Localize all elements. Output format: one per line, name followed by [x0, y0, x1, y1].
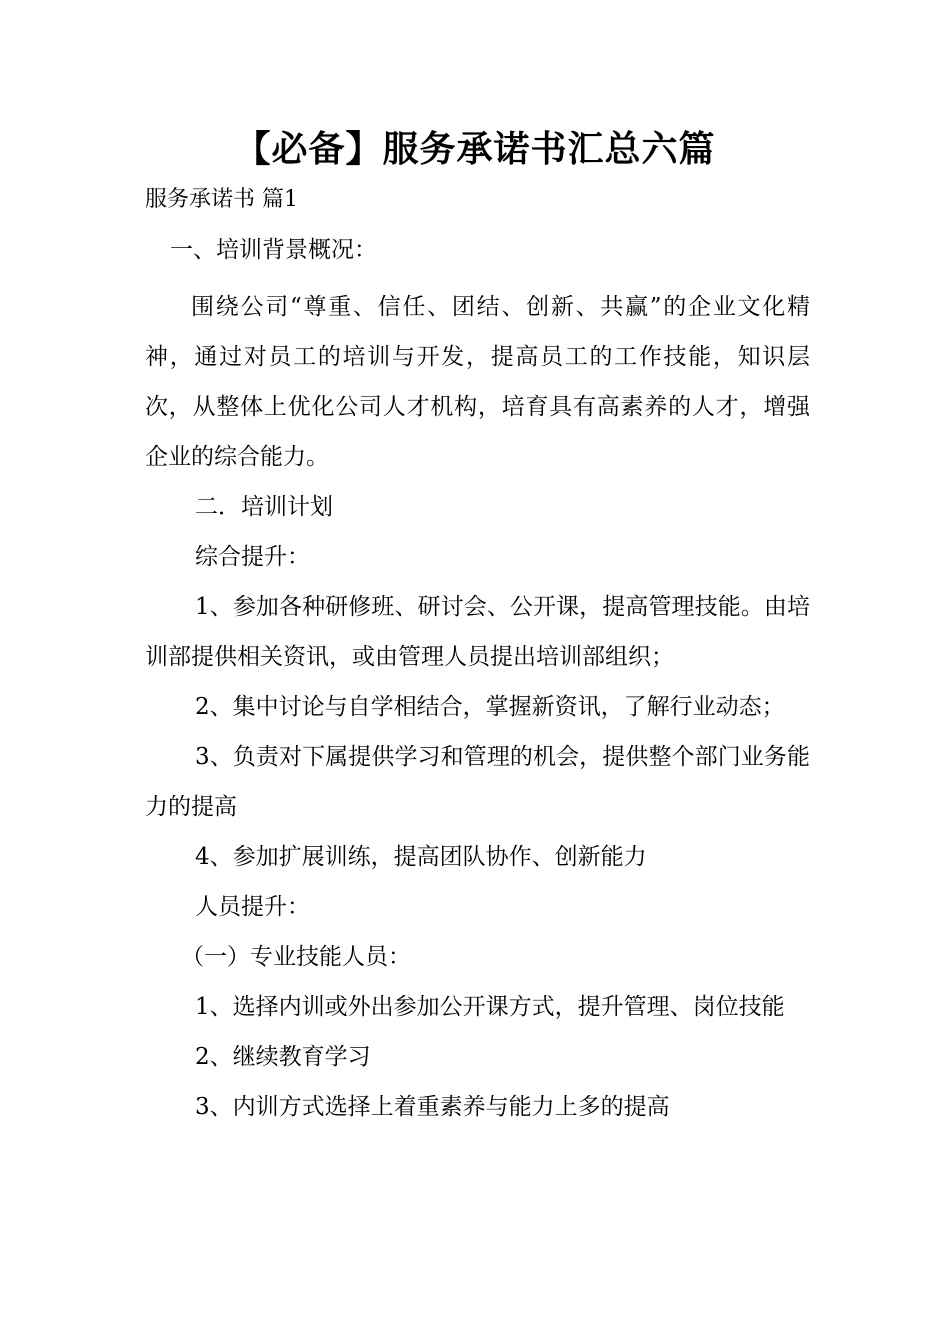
paragraph: （一）专业技能人员：	[181, 944, 411, 970]
paragraph: 1、参加各种研修班、研讨会、公开课，提高管理技能。由培训部提供相关资讯，或由管理人员提出培训部组织；	[145, 594, 810, 670]
paragraph: 1、选择内训或外出参加公开课方式，提升管理、岗位技能	[195, 994, 785, 1020]
paragraph: 综合提升：	[195, 544, 310, 570]
paragraph: 3、内训方式选择上着重素养与能力上多的提高	[195, 1094, 670, 1120]
document-subtitle: 服务承诺书 篇1	[145, 187, 298, 212]
paragraph: 3、负责对下属提供学习和管理的机会，提供整个部门业务能力的提高	[145, 744, 810, 820]
section-heading: 一、培训背景概况：	[170, 237, 377, 263]
document-title: 【必备】服务承诺书汇总六篇	[234, 129, 716, 170]
paragraph: 4、参加扩展训练，提高团队协作、创新能力	[195, 844, 647, 870]
paragraph: 2、集中讨论与自学相结合，掌握新资讯，了解行业动态；	[195, 694, 785, 720]
paragraph: 人员提升：	[195, 894, 310, 920]
paragraph: 2、继续教育学习	[195, 1044, 371, 1070]
paragraph: 围绕公司“尊重、信任、团结、创新、共赢”的企业文化精神，通过对员工的培训与开发，提高员工的工作技能，知识层次，从整体上优化公司人才机构，培育具有高素养的人才，增强企业的综合能力。	[145, 294, 810, 470]
paragraph: 二．培训计划	[195, 494, 333, 520]
document-body	[145, 282, 810, 1132]
